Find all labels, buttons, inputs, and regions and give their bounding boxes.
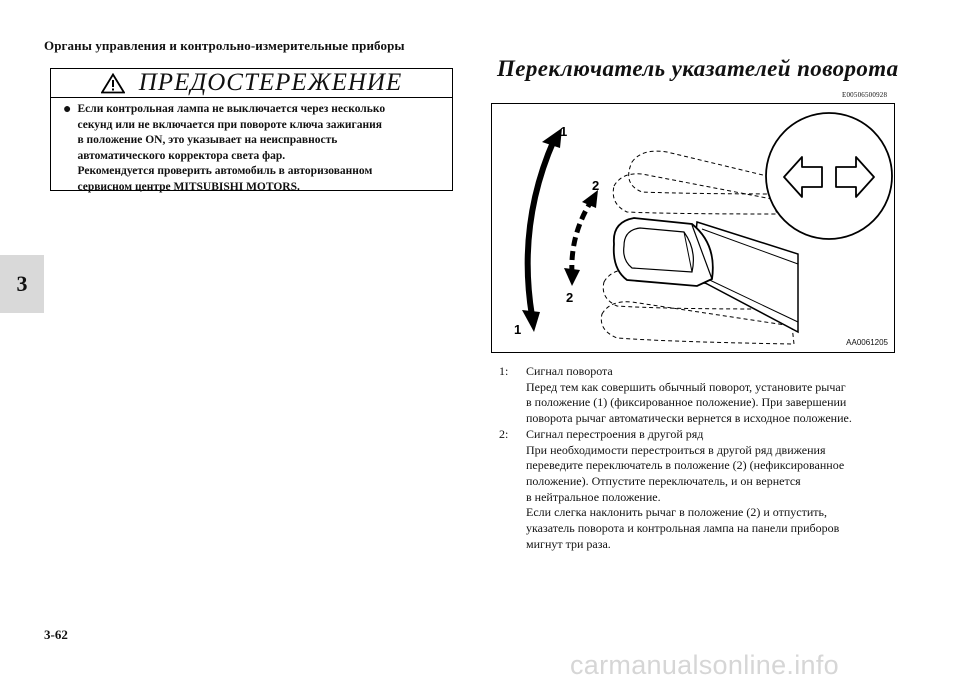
figure-code: AA0061205	[846, 338, 888, 347]
warning-triangle-icon	[101, 73, 125, 94]
running-header: Органы управления и контрольно-измерительные приборы	[44, 38, 405, 53]
chapter-number: 3	[16, 271, 28, 296]
list-item	[499, 427, 899, 553]
label-position-1-top: 1	[560, 124, 568, 139]
section-code: E00506500928	[842, 91, 888, 99]
warning-box	[50, 68, 453, 191]
page-number: 3-62	[44, 627, 68, 642]
arrow-position-1	[528, 140, 554, 316]
label-position-1-bottom: 1	[514, 322, 522, 337]
warning-title: ПРЕДОСТЕРЕЖЕНИЕ	[138, 69, 403, 96]
position-descriptions	[499, 364, 899, 552]
arrowhead-up-icon	[542, 128, 562, 148]
lever-knob	[614, 218, 713, 286]
arrow-position-2	[572, 200, 592, 274]
item-text: При необходимости перестроиться в другой ряд движения переведите переключатель в положение (2) (нефиксированное положение). Отпустите переключатель, и он вернется в нейтральное положение. Если слегка наклонить рычаг в положение (2) и отпустить, указатель поворота и контрольная лампа на панели приборов мигнут три раза.	[526, 442, 845, 551]
arrowhead-down-icon	[522, 310, 540, 332]
item-number: 1:	[499, 364, 509, 378]
turn-signal-figure	[491, 103, 895, 353]
turn-signal-illustration	[492, 104, 894, 352]
arrowhead-down-icon	[564, 268, 580, 286]
item-number: 2:	[499, 426, 509, 441]
item-title: Сигнал поворота	[526, 364, 613, 378]
bullet-icon: ●	[63, 102, 72, 117]
warning-text: Если контрольная лампа не выключается через несколько секунд или не включается при повороте ключа зажигания в положение ON, это указывает на неисправность автоматического корректора света фар. Рекомендуется проверить автомобиль в авторизованном сервисном центре MITSUBISHI MOTORS.	[77, 103, 386, 193]
chapter-tab	[0, 255, 44, 313]
watermark: carmanualsonline.info	[570, 650, 839, 680]
warning-body	[51, 98, 452, 196]
list-item	[499, 364, 899, 427]
item-text: Перед тем как совершить обычный поворот, установите рычаг в положение (1) (фиксированное положение). При завершении поворота рычаг автоматически вернется в исходное положение.	[526, 379, 852, 426]
section-title: Переключатель указателей поворота	[497, 56, 899, 81]
label-position-2-bottom: 2	[566, 290, 574, 305]
label-position-2-top: 2	[592, 178, 600, 193]
warning-header	[51, 69, 452, 98]
item-title: Сигнал перестроения в другой ряд	[526, 426, 704, 441]
